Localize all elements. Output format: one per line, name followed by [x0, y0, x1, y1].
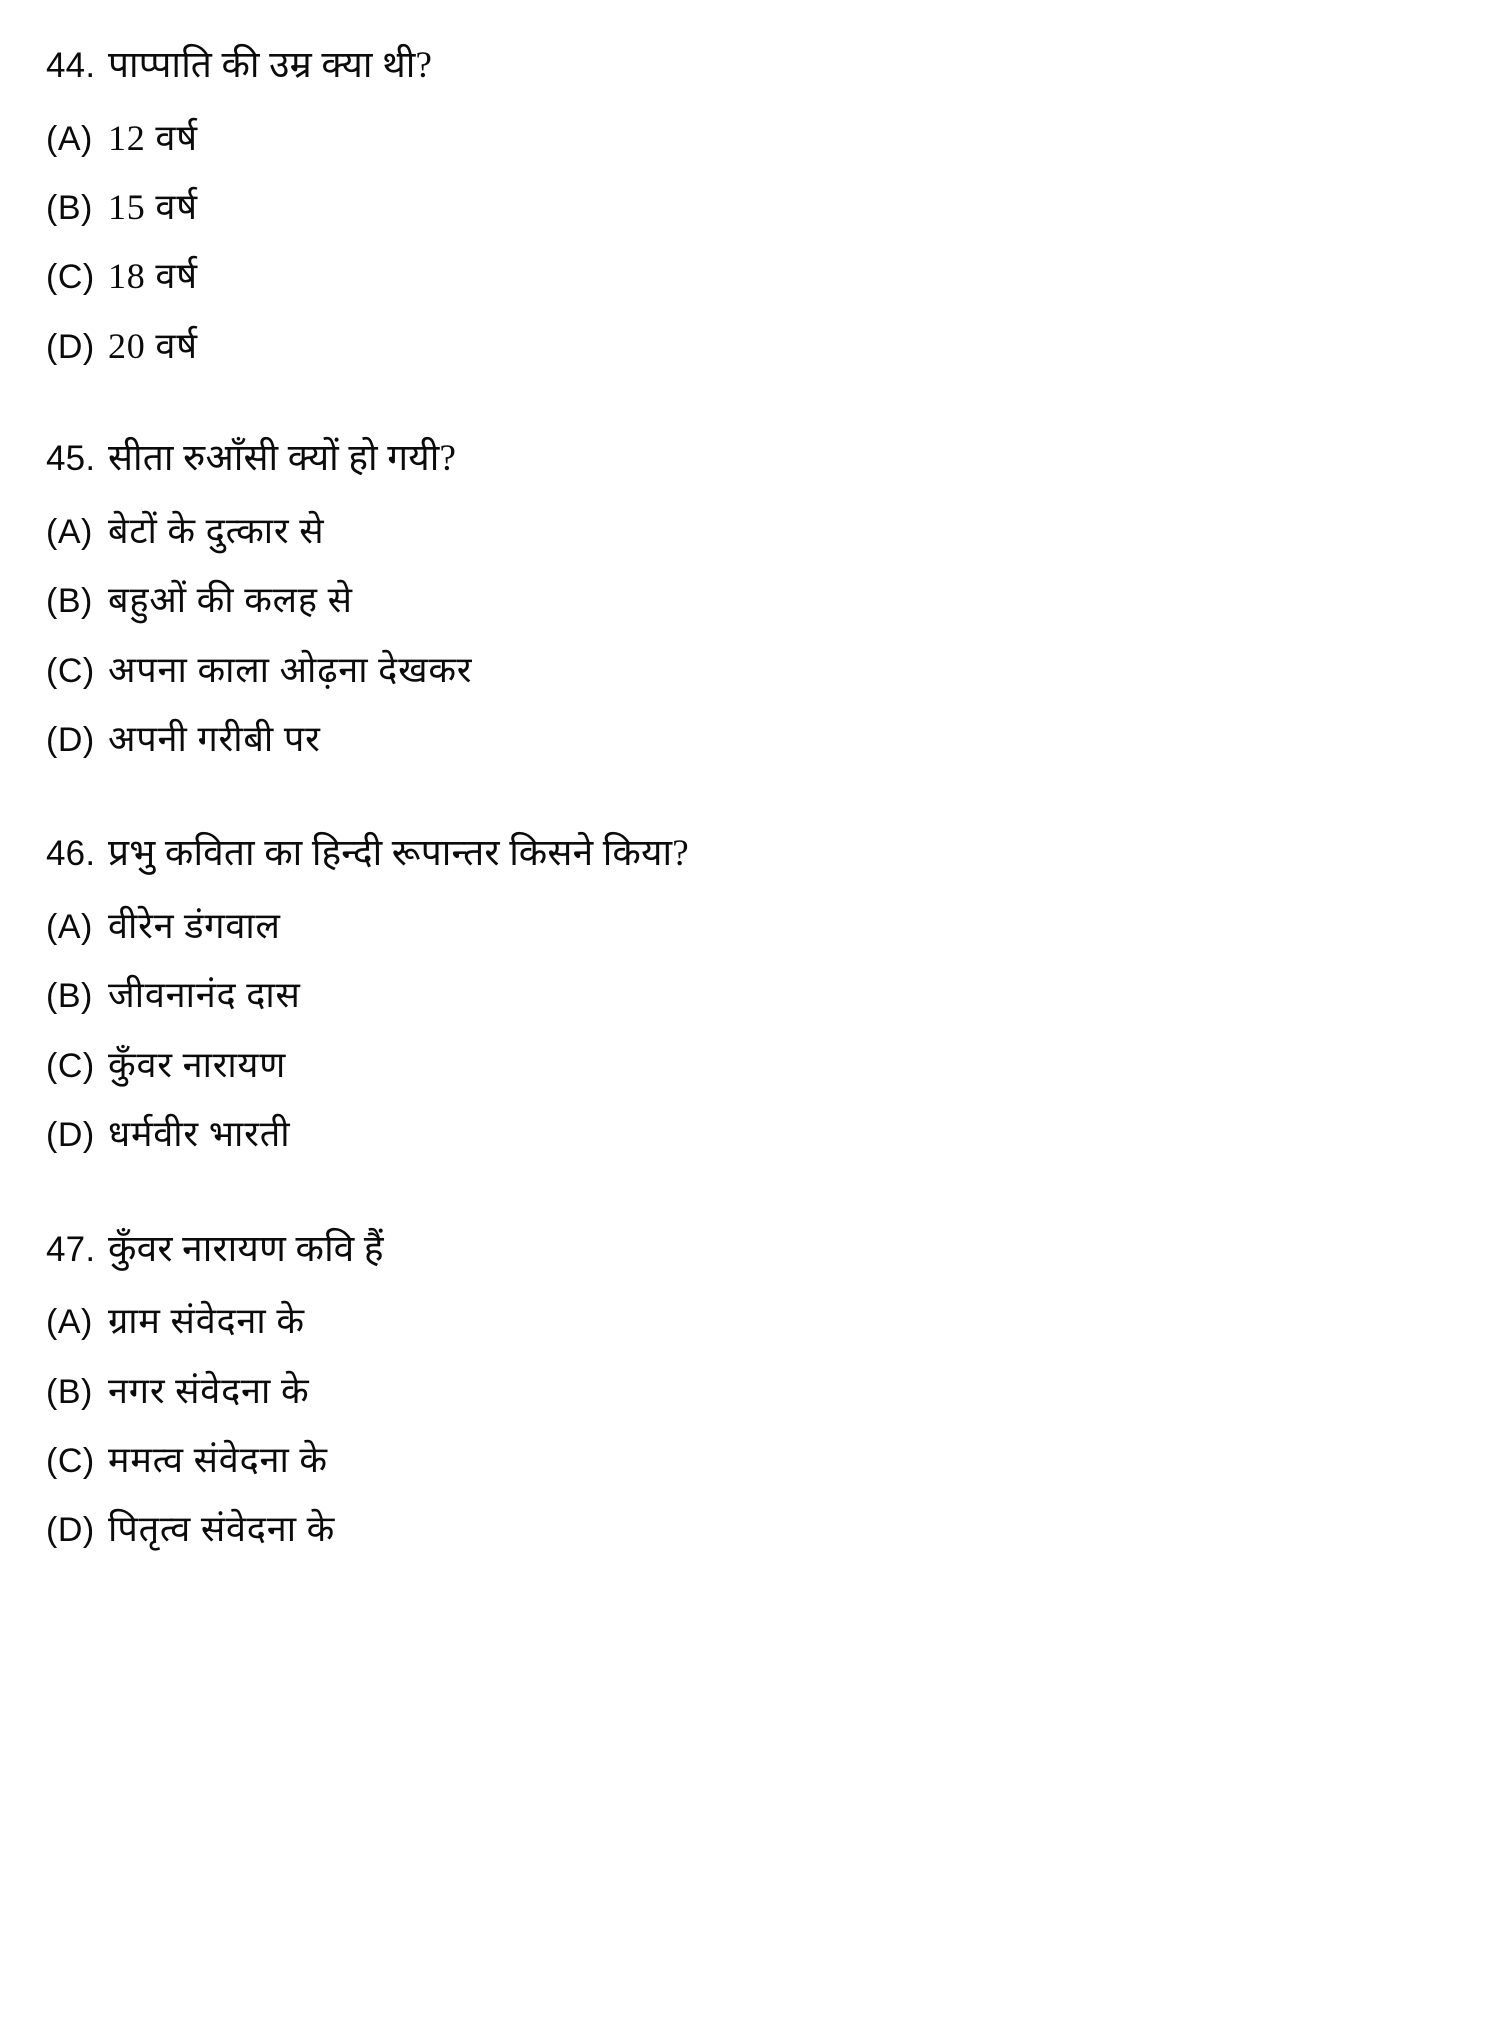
- question-block: [46, 44, 1445, 367]
- option-text: धर्मवीर भारती: [108, 1114, 291, 1155]
- option-item[interactable]: [46, 326, 1445, 367]
- option-text: 20 वर्ष: [108, 325, 198, 366]
- option-label: (A): [46, 512, 93, 551]
- option-item[interactable]: [46, 1440, 1445, 1481]
- option-label: (B): [46, 1372, 93, 1411]
- option-text: अपनी गरीबी पर: [108, 719, 321, 760]
- option-item[interactable]: [46, 187, 1445, 228]
- option-label: (C): [46, 1046, 95, 1085]
- option-item[interactable]: [46, 906, 1445, 947]
- option-text: बहुओं की कलह से: [108, 580, 353, 621]
- option-text: 18 वर्ष: [108, 256, 198, 297]
- option-label: (B): [46, 582, 93, 621]
- option-label: (B): [46, 977, 93, 1016]
- option-label: (A): [46, 119, 93, 158]
- option-label: (C): [46, 651, 95, 690]
- option-label: (A): [46, 908, 93, 947]
- question-text: सीता रुआँसी क्यों हो गयी?: [108, 438, 457, 480]
- option-item[interactable]: [46, 1045, 1445, 1086]
- option-item[interactable]: [46, 1114, 1445, 1155]
- option-text: ग्राम संवेदना के: [108, 1301, 305, 1342]
- question-number: 46.: [46, 834, 96, 874]
- option-list: [46, 906, 1445, 1156]
- question-block: [46, 437, 1445, 760]
- option-item[interactable]: [46, 511, 1445, 552]
- option-text: वीरेन डंगवाल: [108, 906, 281, 947]
- option-item[interactable]: [46, 719, 1445, 760]
- question-block: [46, 1228, 1445, 1551]
- option-text: कुँवर नारायण: [108, 1044, 287, 1085]
- option-item[interactable]: [46, 118, 1445, 159]
- option-label: (D): [46, 1116, 95, 1155]
- option-label: (D): [46, 327, 95, 366]
- question-stem: [46, 44, 1445, 88]
- question-text: प्रभु कविता का हिन्दी रूपान्तर किसने किया?: [108, 833, 689, 875]
- option-item[interactable]: [46, 1371, 1445, 1412]
- option-list: [46, 511, 1445, 761]
- option-text: 15 वर्ष: [108, 187, 198, 228]
- option-item[interactable]: [46, 256, 1445, 297]
- option-label: (B): [46, 189, 93, 228]
- question-stem: [46, 437, 1445, 481]
- option-label: (C): [46, 1442, 95, 1481]
- option-text: बेटों के दुत्कार से: [108, 510, 325, 551]
- question-stem: [46, 1228, 1445, 1272]
- question-text: कुँवर नारायण कवि हैं: [108, 1228, 384, 1270]
- option-item[interactable]: [46, 650, 1445, 691]
- question-stem: [46, 832, 1445, 876]
- option-text: नगर संवेदना के: [108, 1370, 310, 1411]
- option-item[interactable]: [46, 1509, 1445, 1550]
- option-item[interactable]: [46, 1301, 1445, 1342]
- question-number: 45.: [46, 439, 96, 479]
- option-label: (D): [46, 1511, 95, 1550]
- option-list: [46, 118, 1445, 368]
- option-item[interactable]: [46, 975, 1445, 1016]
- option-list: [46, 1301, 1445, 1551]
- option-label: (A): [46, 1303, 93, 1342]
- question-text: पाप्पाति की उम्र क्या थी?: [108, 45, 433, 86]
- option-item[interactable]: [46, 580, 1445, 621]
- option-text: 12 वर्ष: [108, 117, 198, 158]
- option-text: जीवनानंद दास: [108, 975, 301, 1016]
- question-number: 44.: [46, 46, 96, 85]
- option-text: ममत्व संवेदना के: [108, 1440, 328, 1481]
- option-label: (D): [46, 721, 95, 760]
- option-text: पितृत्व संवेदना के: [108, 1509, 336, 1550]
- question-block: [46, 832, 1445, 1155]
- option-text: अपना काला ओढ़ना देखकर: [108, 649, 473, 690]
- question-number: 47.: [46, 1229, 96, 1269]
- option-label: (C): [46, 258, 95, 297]
